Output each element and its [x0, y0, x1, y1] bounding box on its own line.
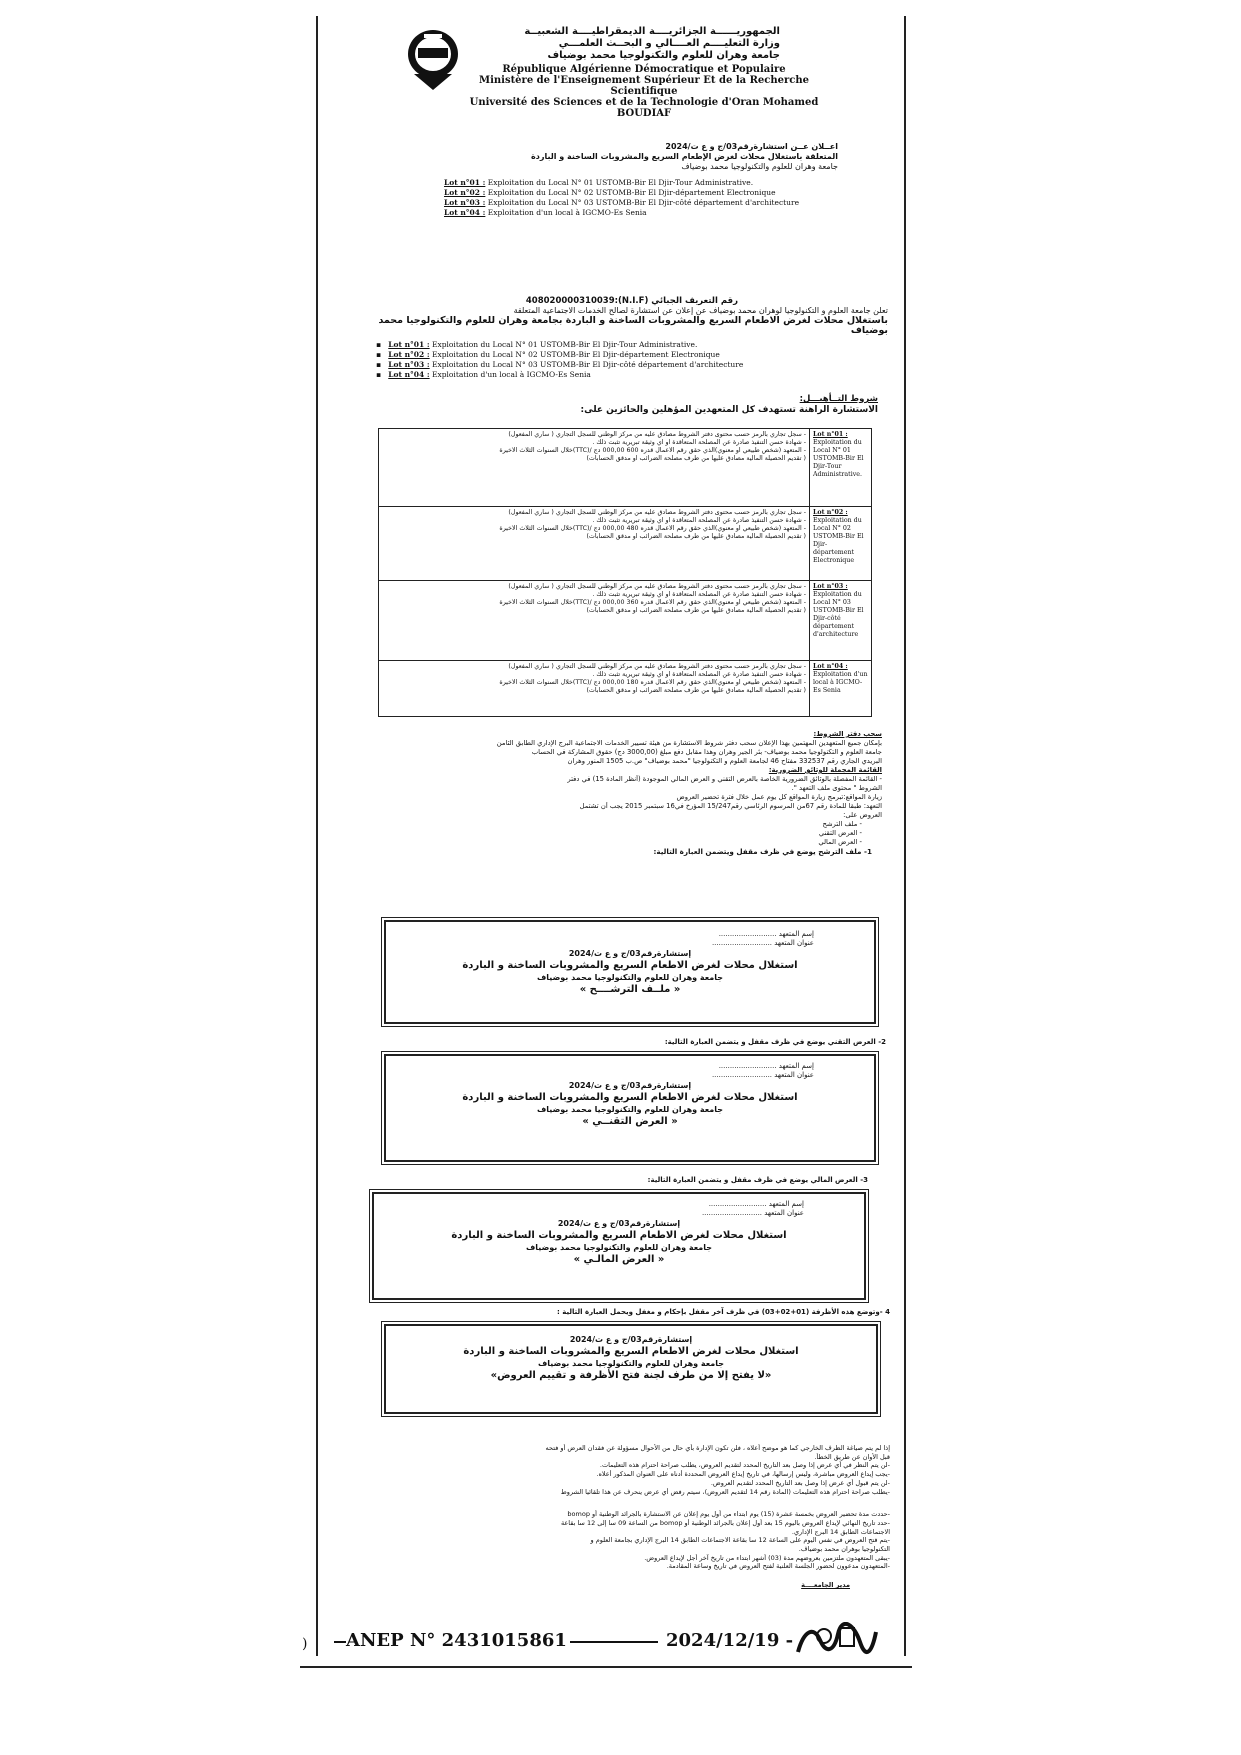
- university-ar: جامعة وهران للعلوم والتكنولوجيا محمد بوضياف: [547, 50, 780, 61]
- ministry-ar: وزارة التعليــــم العــــالي و البحــث العلمـــي: [558, 38, 780, 49]
- envelope-technical: إسم المتعهد .......................... عنوان المتعهد ........................... إستشارةرقم03/ج و ع ت/2024 استغلال محلات لغرض الاطعام السريع والمشروبات الساخنة و الباردة جامعة وهران للعلوم والتكنولوجيا محمد بوضياف « العرض التقنــي »: [384, 1054, 876, 1162]
- lot-item: Lot n°04 : Exploitation d'un local à IGCMO-Es Senia: [444, 208, 647, 217]
- publication-date: 2024/12/19 -: [666, 1630, 794, 1651]
- lot-list-1: [432, 178, 838, 218]
- envelope-caption-2: 2- العرض التقني يوضع في ظرف مقفل و يتضمن العبارة التالية:: [664, 1038, 886, 1046]
- envelope-caption-3: 3- العرض المالي يوضع في ظرف مقفل و يتضمن العبارة التالية:: [647, 1176, 868, 1184]
- notice-subject: المتعلقة باستغلال محلات لغرض الإطعام السريع والمشروبات الساخنة و الباردة: [531, 152, 838, 161]
- closing-notes: إذا لم يتم صياغة الظرف الخارجي كما هو موضح أعلاه ، فلن تكون الإدارة بأي حال من الأحوال مسؤولة عن فقدان العرض أو فتحه قبل الأوان عن طريق الخطأ. -لن يتم النظر في أي عرض إذا وصل بعد التاريخ المحدد لتقديم العروض، يطلب صراحة احترام هذه التعليمات. -يجب إيداع العروض مباشرة، وليس إرسالها، في تاريخ إيداع العروض المحددة أدناه على العنوان المذكور أعلاه. -لن يتم قبول أي عرض إذا وصل بعد التاريخ المحدد لتقديم العروض. -يطلب صراحة احترام هذه التعليمات (المادة رقم 14 لتقديم العروض)، سيتم رفض أي عرض ينحرف عن هذا تلقائيا الشروط -حددت مدة تحضير العروض بخمسة عشرة (15) يوم ابتداء من أول يوم إعلان عن الاستشارة بالجرائد الوطنية أو bomop -حدد تاريخ النهائي لإيداع العروض باليوم 15 بعد أول إعلان بالجرائد الوطنية أو bomop من الساعة 09 سا إلى 12 سا بقاعة الاجتماعات الطابق 14 البرج الإداري. -يتم فتح العروض في نفس اليوم على الساعة 12 سا بقاعة الاجتماعات الطابق 14 البرج الإداري بجامعة العلوم و التكنولوجيا بوهران محمد بوضياف. -يبقى المتعهدون ملتزمين بعروضهم مدة (03) أشهر ابتداء من تاريخ آخر أجل لإيداع العروض. -المتعهدون مدعوون لحضور الجلسة العلنية لفتح العروض في تاريخ وساعة المقادمة. مدير الجامعــــة: [388, 1444, 890, 1590]
- lot-item: Lot n°02 : Exploitation du Local N° 02 USTOMB-Bir El Djir-département Electronique: [444, 188, 776, 197]
- publisher-stamp-icon: [794, 1622, 878, 1656]
- lot-item: ▪ Lot n°04 : Exploitation d'un local à IGCMO-Es Senia: [376, 370, 591, 379]
- header-french: [444, 64, 844, 119]
- lot-cell: Lot n°02 : Exploitation du Local N° 02 USTOMB-Bir El Djir-département Electronique: [810, 507, 872, 581]
- withdrawal-section: سحب دفتر الشروط: بإمكان جميع المتعهدين المهتمين بهذا الإعلان سحب دفتر شروط الاستشارة من هيئة تسيير الخدمات الاجتماعية البرج الإداري الطابق الثامن جامعة العلوم و التكنولوجيا محمد بوضياف- بئر الجير وهران وهذا مقابل دفع مبلغ (3000,00 دج) حقوق المشاركة في الحساب البريدي الجاري رقم 332537 مفتاح 46 لجامعة العلوم و التكنولوجيا "محمد بوضياف" ص.ب 1505 المنور وهران القائمة المجملة للوثائق الضرورية: - القائمة المفصلة بالوثائق الضرورية الخاصة بالعرض التقني و العرض المالي الموجودة (أنظر المادة 15) في دفتر الشروط " محتوى ملف التعهد ". زيارة المواقع:تبرمج زيارة المواقع كل يوم عمل خلال فترة تحضير العروض التعهد: طبقا للمادة رقم 67من المرسوم الرئاسي رقم15/247 المؤرخ في16 سبتمبر 2015 يجب أن تشتمل العروض على: - ملف الترشح - العرض التقني - العرض المالي 1- ملف الترشح يوضع في ظرف مقفل ويتضمن العبارة التالية:: [496, 730, 882, 856]
- envelope-candidacy: إسم المتعهد .......................... عنوان المتعهد ........................... إستشارةرقم03/ج و ع ت/2024 استغلال محلات لغرض الاطعام السريع والمشروبات الساخنة و الباردة جامعة وهران للعلوم والتكنولوجيا محمد بوضياف « ملــف الترشــــح »: [384, 920, 876, 1024]
- envelope-financial: إسم المتعهد .......................... عنوان المتعهد ........................... إستشارةرقم03/ج و ع ت/2024 استغلال محلات لغرض الاطعام السريع والمشروبات الساخنة و الباردة جامعة وهران للعلوم والتكنولوجيا محمد بوضياف « العرض المالـي »: [372, 1192, 866, 1300]
- eligibility-intro: الاستشارة الراهنة تستهدف كل المتعهدين المؤهلين والحائزين على:: [580, 405, 878, 415]
- envelope-caption-4: 4 -وتوضع هذه الأظرفة (01+02+03) في ظرف آخر مقفل بإحكام و مغفل ويحمل العبارة التالية :: [557, 1308, 890, 1316]
- lot-cell: Lot n°01 : Exploitation du Local N° 01 USTOMB-Bir El Djir-Tour Administrative.: [810, 429, 872, 507]
- requirements-cell: - سجل تجاري بالرمز حسب محتوى دفتر الشروط مصادق عليه من مركز الوطني للسجل التجاري ( ساري المفعول) - شهادة حسن التنفيذ صادرة عن المصلحة المتعاقدة أو أي وثيقة تبريرية تثبت ذلك . - المتعهد (شخص طبيعي أو معنوي)الذي حقق رقم الأعمال قدره 180 000,00 دج /(TTC)خلال السنوات الثلاث الأخيرة ( تقديم الحصيلة المالية مصادق عليها من طرف مصلحة الضرائب أو مدقق الحسابات): [379, 661, 810, 717]
- main-intro: تعلن جامعة العلوم و التكنولوجيا لوهران محمد بوضياف عن إعلان عن استشارة لصالح الخدمات الاجتماعية المتعلقة: [513, 306, 888, 315]
- lot-item: ▪ Lot n°02 : Exploitation du Local N° 02 USTOMB-Bir El Djir-département Electronique: [376, 350, 720, 359]
- signature-line: مدير الجامعــــة: [801, 1581, 850, 1590]
- notice-title: اعــلان عــن استشارةرقم03/ج و ع ت/2024: [665, 142, 838, 151]
- footer-rule: [334, 1641, 346, 1643]
- footer-rule: [570, 1641, 658, 1643]
- table-row: [379, 507, 872, 581]
- republic-ar: الجمهوريــــــة الجزائريــــة الديمقراطيــــة الشعبيــة: [524, 26, 780, 37]
- republic-fr: République Algérienne Démocratique et Populaire: [502, 64, 786, 75]
- bottom-rule: [300, 1666, 912, 1668]
- eligibility-label: شروط التــأهيـــل:: [799, 394, 878, 404]
- eligibility-table: [378, 428, 872, 717]
- publication-footer: [334, 1628, 894, 1658]
- ministry-fr: Ministère de l'Enseignement Supérieur Et de la Recherche Scientifique: [479, 75, 809, 97]
- lot-cell: Lot n°04 : Exploitation d'un local à IGCMO-Es Senia: [810, 661, 872, 717]
- requirements-cell: - سجل تجاري بالرمز حسب محتوى دفتر الشروط مصادق عليه من مركز الوطني للسجل التجاري ( ساري المفعول) - شهادة حسن التنفيذ صادرة عن المصلحة المتعاقدة أو أي وثيقة تبريرية تثبت ذلك . - المتعهد (شخص طبيعي أو معنوي)الذي حقق رقم الأعمال قدره 480 000,00 دج /(TTC)خلال السنوات الثلاث الأخيرة ( تقديم الحصيلة المالية مصادق عليها من طرف مصلحة الضرائب أو مدقق الحسابات): [379, 507, 810, 581]
- anep-number: ANEP N° 2431015861: [346, 1630, 567, 1651]
- lot-item: Lot n°01 : Exploitation du Local N° 01 USTOMB-Bir El Djir-Tour Administrative.: [444, 178, 754, 187]
- eligibility-heading: [390, 394, 878, 416]
- nif-line: رقم التعريف الجبائي (N.I.F):408020000310039: [525, 296, 738, 306]
- envelope-outer: إستشارةرقم03/ج و ع ت/2024 استغلال محلات لغرض الاطعام السريع والمشروبات الساخنة و الباردة جامعة وهران للعلوم والتكنولوجيا محمد بوضياف «لا يفتح إلا من طرف لجنة فتح الأظرفة و تقييم العروض»: [384, 1324, 878, 1414]
- table-row: [379, 661, 872, 717]
- notice-main: [368, 296, 888, 380]
- notice-issuer: جامعة وهران للعلوم والتكنولوجيا محمد بوضياف: [681, 162, 838, 171]
- requirements-cell: - سجل تجاري بالرمز حسب محتوى دفتر الشروط مصادق عليه من مركز الوطني للسجل التجاري ( ساري المفعول) - شهادة حسن التنفيذ صادرة عن المصلحة المتعاقدة أو أي وثيقة تبريرية تثبت ذلك . - المتعهد (شخص طبيعي أو معنوي)الذي حقق رقم الأعمال قدره 360 000,00 دج /(TTC)خلال السنوات الثلاث الأخيرة ( تقديم الحصيلة المالية مصادق عليها من طرف مصلحة الضرائب أو مدقق الحسابات): [379, 581, 810, 661]
- notice-summary: [432, 142, 838, 218]
- requirements-cell: - سجل تجاري بالرمز حسب محتوى دفتر الشروط مصادق عليه من مركز الوطني للسجل التجاري ( ساري المفعول) - شهادة حسن التنفيذ صادرة عن المصلحة المتعاقدة أو أي وثيقة تبريرية تثبت ذلك . - المتعهد (شخص طبيعي أو معنوي)الذي حقق رقم الأعمال قدره 600 000,00 دج /(TTC)خلال السنوات الثلاث الأخيرة ( تقديم الحصيلة المالية مصادق عليها من طرف مصلحة الضرائب أو مدقق الحسابات): [379, 429, 810, 507]
- table-row: [379, 429, 872, 507]
- university-fr: Université des Sciences et de la Technologie d'Oran Mohamed BOUDIAF: [469, 97, 819, 119]
- lot-cell: Lot n°03 : Exploitation du Local N° 03 USTOMB-Bir El Djir-côté département d'architecture: [810, 581, 872, 661]
- lot-list-2: [368, 340, 888, 380]
- main-title: باستغلال محلات لغرض الاطعام السريع والمشروبات الساخنة و الباردة بجامعة وهران للعلوم والتكنولوجيا محمد بوضياف: [378, 315, 888, 336]
- lot-item: Lot n°03 : Exploitation du Local N° 03 USTOMB-Bir El Djir-côté département d'architecture: [444, 198, 800, 207]
- lot-item: ▪ Lot n°01 : Exploitation du Local N° 01 USTOMB-Bir El Djir-Tour Administrative.: [376, 340, 698, 349]
- margin-mark: ): [302, 1636, 308, 1652]
- header-arabic: [470, 26, 780, 62]
- table-row: [379, 581, 872, 661]
- lot-item: ▪ Lot n°03 : Exploitation du Local N° 03 USTOMB-Bir El Djir-côté département d'architecture: [376, 360, 744, 369]
